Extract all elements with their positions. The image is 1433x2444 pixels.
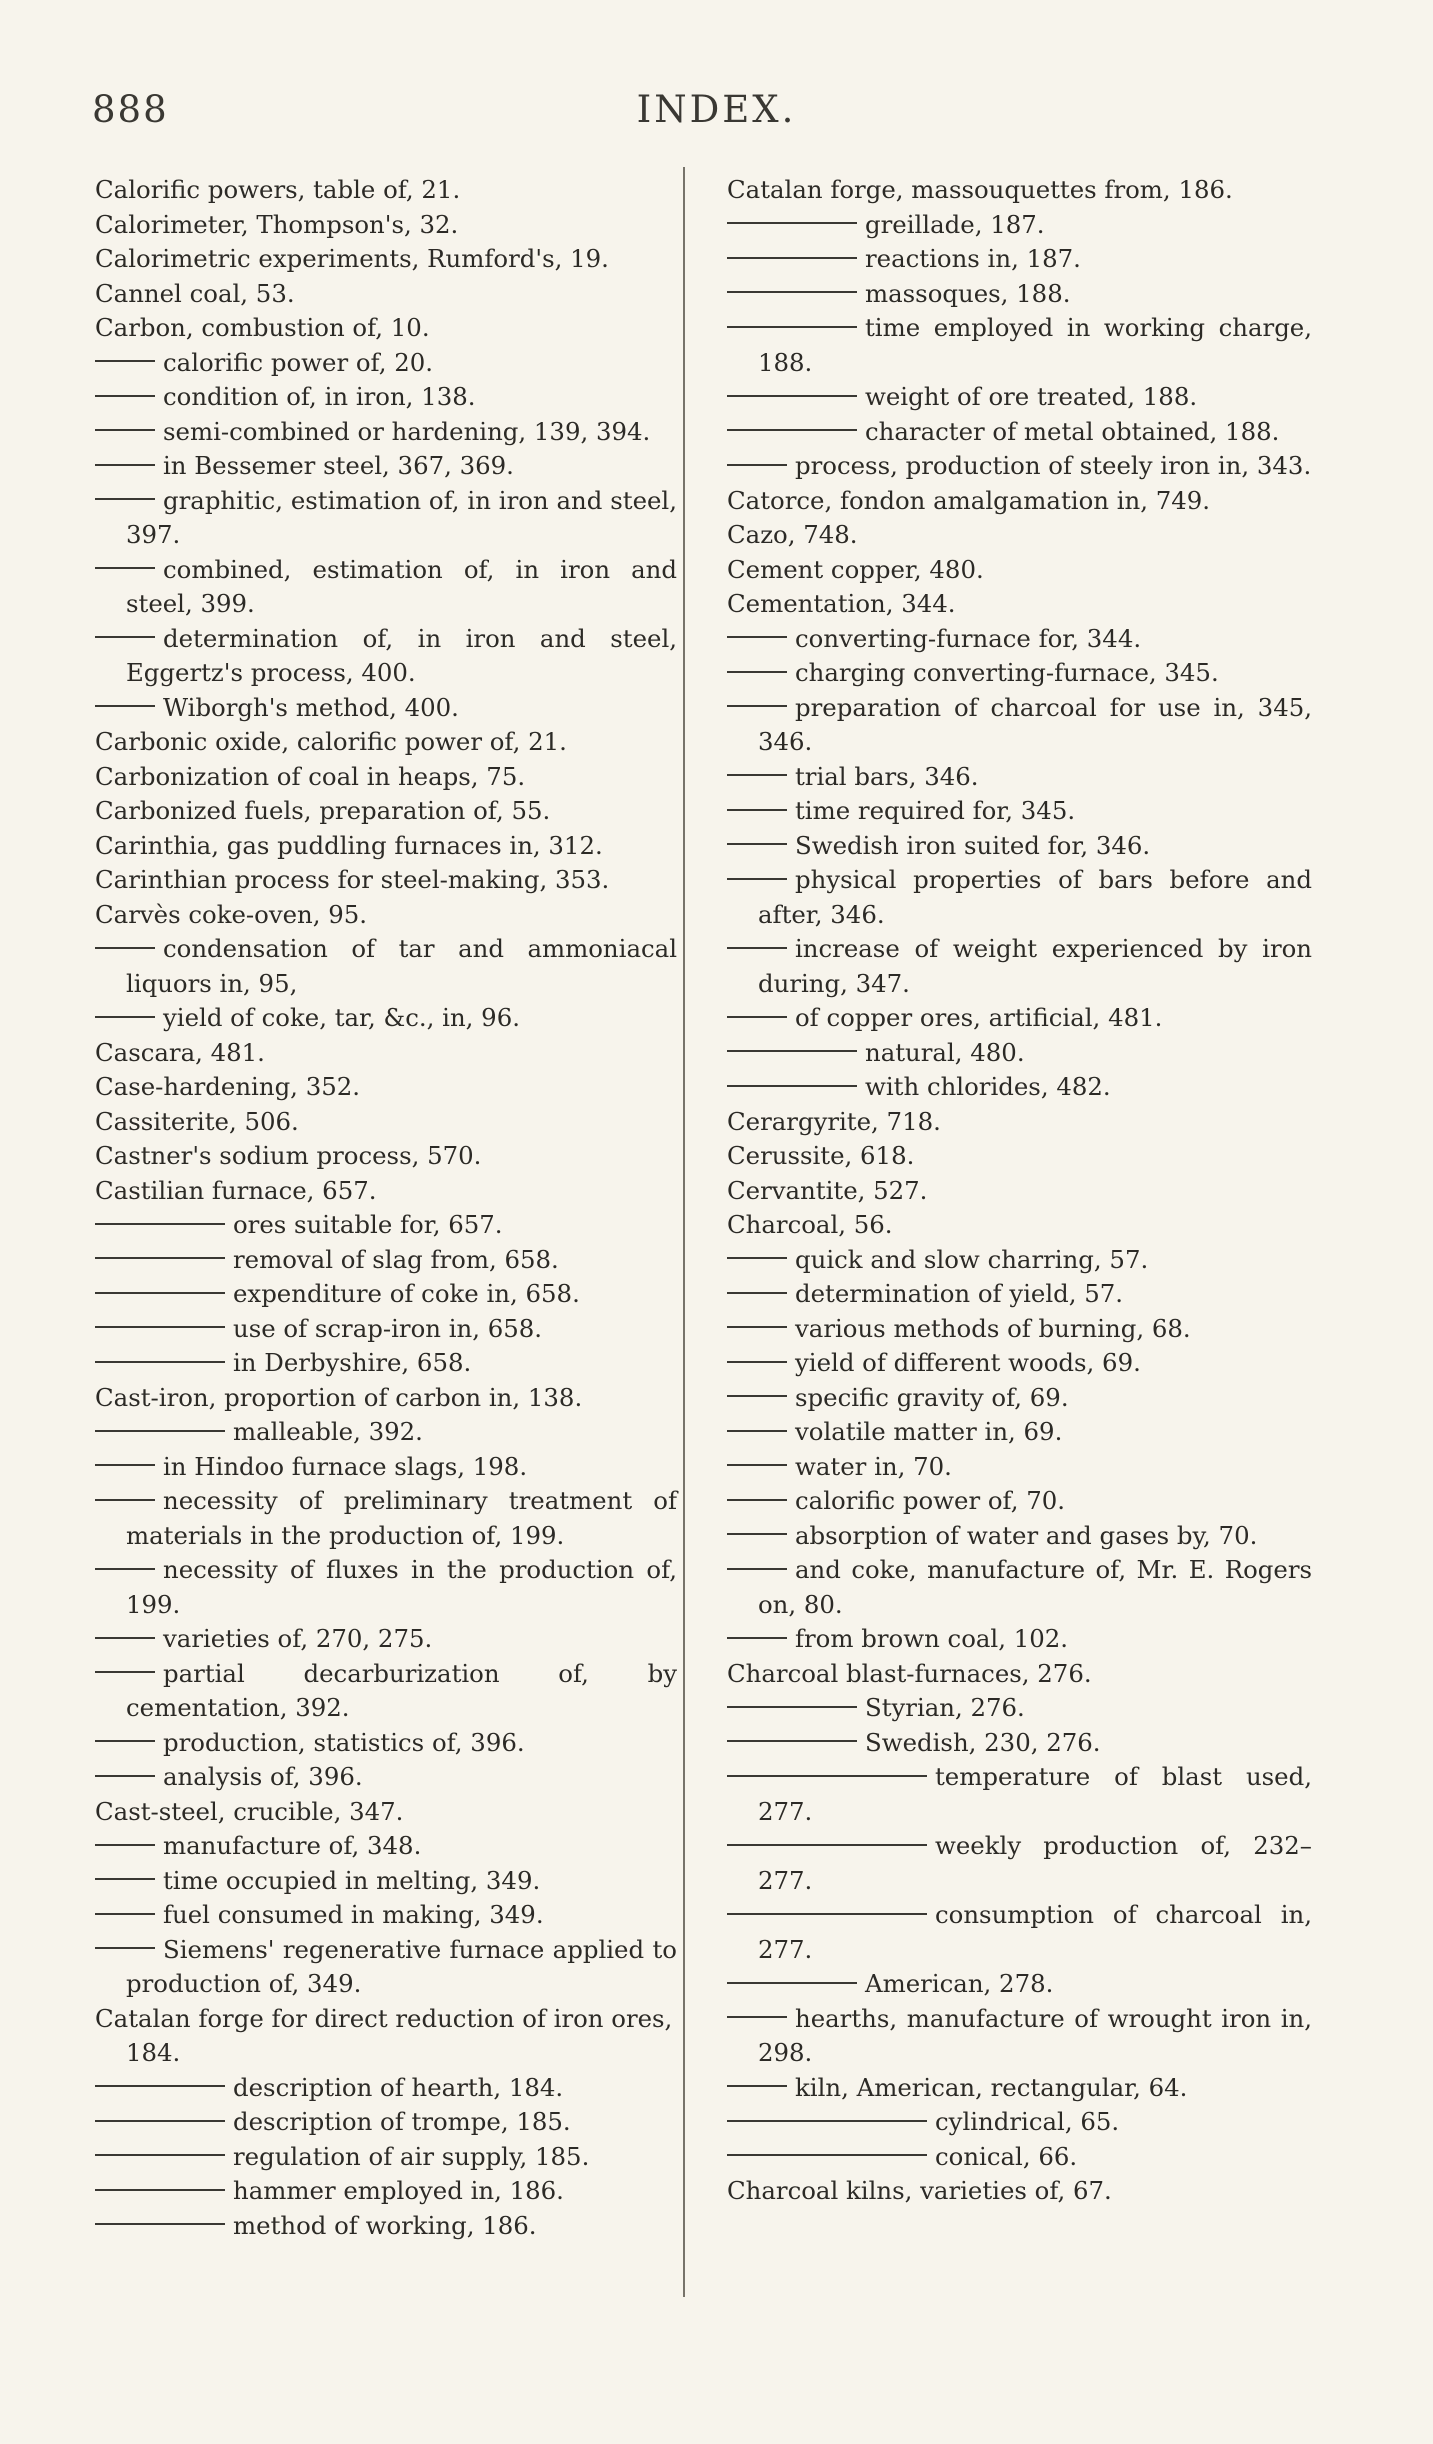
ditto-dash — [95, 2120, 225, 2122]
entry-text: from brown coal, 102. — [795, 1624, 1069, 1653]
entry-text: natural, 480. — [865, 1037, 1025, 1067]
entry-text: massoques, 188. — [865, 278, 1071, 308]
ditto-dash — [727, 464, 787, 466]
entry-text: description of trompe, 185. — [233, 2107, 571, 2136]
entry-text: various methods of burning, 68. — [795, 1313, 1191, 1343]
entry-text: in Derbyshire, 658. — [233, 1348, 472, 1377]
entry-text: use of scrap-iron in, 658. — [233, 1313, 543, 1343]
page-number: 888 — [92, 88, 169, 131]
index-subentry — [727, 1553, 1312, 1622]
ditto-dash — [95, 1568, 155, 1570]
index-subentry — [95, 1760, 677, 1795]
index-subentry — [727, 1381, 1312, 1416]
index-entry — [95, 1795, 677, 1830]
index-subentry — [727, 1967, 1312, 2002]
ditto-dash — [727, 843, 787, 845]
entry-text: Catorce, fondon amalgamation in, 749. — [727, 485, 1211, 515]
entry-text: time required for, 345. — [795, 796, 1076, 825]
index-subentry — [95, 1243, 677, 1278]
index-entry — [95, 173, 677, 208]
ditto-dash — [95, 1740, 155, 1742]
ditto-dash — [727, 1533, 787, 1535]
entry-text: determination of, in iron and steel, Eggertz's process, 400. — [126, 623, 677, 687]
entry-text: necessity of preliminary treatment of materials in the production of, 199. — [126, 1486, 677, 1550]
ditto-dash — [727, 1706, 857, 1708]
entry-text: volatile matter in, 69. — [795, 1417, 1063, 1446]
entry-text: malleable, 392. — [233, 1417, 423, 1446]
entry-text: Case-hardening, 352. — [95, 1072, 360, 1101]
index-subentry — [95, 380, 677, 415]
index-subentry — [727, 1277, 1312, 1312]
index-entry — [727, 173, 1312, 208]
index-entry — [727, 2174, 1312, 2209]
entry-text: fuel consumed in making, 349. — [163, 1900, 544, 1929]
entry-text: yield of different woods, 69. — [795, 1348, 1141, 1377]
entry-text: necessity of fluxes in the production of, 199. — [126, 1555, 677, 1619]
ditto-dash — [95, 705, 155, 707]
ditto-dash — [95, 1913, 155, 1915]
ditto-dash — [727, 2154, 927, 2156]
entry-text: Cannel coal, 53. — [95, 278, 295, 308]
ditto-dash — [727, 1326, 787, 1328]
entry-text: process, production of steely iron in, 343. — [795, 451, 1312, 480]
index-subentry — [727, 1726, 1312, 1761]
ditto-dash — [95, 498, 155, 500]
index-entry — [95, 1139, 677, 1174]
index-entry — [727, 518, 1312, 553]
ditto-dash — [95, 464, 155, 466]
index-subentry — [727, 311, 1312, 380]
entry-text: Cazo, 748. — [727, 520, 858, 549]
ditto-dash — [727, 326, 857, 328]
ditto-dash — [727, 947, 787, 949]
ditto-dash — [95, 2223, 225, 2225]
entry-text: greillade, 187. — [865, 209, 1045, 239]
entry-text: consumption of charcoal in, 277. — [758, 1900, 1312, 1964]
ditto-dash — [727, 809, 787, 811]
index-subentry — [727, 1691, 1312, 1726]
entry-text: temperature of blast used, 277. — [758, 1762, 1312, 1826]
ditto-dash — [727, 257, 857, 259]
ditto-dash — [95, 1016, 155, 1018]
entry-text: Swedish iron suited for, 346. — [795, 830, 1151, 860]
entry-text: Carinthia, gas puddling furnaces in, 312. — [95, 830, 603, 860]
ditto-dash — [727, 1982, 857, 1984]
ditto-dash — [95, 2085, 225, 2087]
index-subentry — [727, 2105, 1312, 2140]
index-subentry — [727, 1312, 1312, 1347]
index-entry — [727, 1105, 1312, 1140]
index-subentry — [727, 691, 1312, 760]
column-divider — [683, 167, 685, 2297]
entry-text: specific gravity of, 69. — [795, 1382, 1069, 1412]
index-subentry — [727, 2071, 1312, 2106]
index-subentry — [95, 1898, 677, 1933]
index-subentry — [95, 1864, 677, 1899]
index-subentry — [95, 1312, 677, 1347]
index-subentry — [95, 2174, 677, 2209]
index-entry — [95, 1070, 677, 1105]
entry-text: semi-combined or hardening, 139, 394. — [163, 416, 651, 446]
index-subentry — [95, 449, 677, 484]
index-subentry — [727, 794, 1312, 829]
index-entry — [727, 587, 1312, 622]
ditto-dash — [95, 1464, 155, 1466]
ditto-dash — [95, 1878, 155, 1880]
index-subentry — [95, 1829, 677, 1864]
entry-text: Cascara, 481. — [95, 1037, 265, 1067]
entry-text: weekly production of, 232–277. — [758, 1831, 1312, 1895]
entry-text: Carbonized fuels, preparation of, 55. — [95, 796, 551, 825]
ditto-dash — [95, 1361, 225, 1363]
entry-text: calorific power of, 20. — [163, 347, 433, 377]
index-subentry — [95, 484, 677, 553]
index-subentry — [95, 932, 677, 1001]
index-entry — [95, 208, 677, 243]
entry-text: analysis of, 396. — [163, 1762, 363, 1791]
entry-text: in Bessemer steel, 367, 369. — [163, 451, 514, 480]
index-subentry — [727, 760, 1312, 795]
index-subentry — [95, 691, 677, 726]
index-subentry — [727, 622, 1312, 657]
index-column-left — [95, 173, 677, 2243]
index-subentry — [727, 1243, 1312, 1278]
entry-text: Cassiterite, 506. — [95, 1106, 299, 1136]
entry-text: regulation of air supply, 185. — [233, 2141, 590, 2171]
entry-text: condensation of tar and ammoniacal liquors in, 95, — [126, 934, 677, 998]
index-subentry — [95, 2209, 677, 2244]
ditto-dash — [727, 2085, 787, 2087]
entry-text: of copper ores, artificial, 481. — [795, 1003, 1163, 1032]
index-column-right — [727, 173, 1312, 2209]
entry-text: determination of yield, 57. — [795, 1279, 1124, 1308]
index-entry — [95, 760, 677, 795]
entry-text: with chlorides, 482. — [865, 1072, 1111, 1101]
ditto-dash — [95, 1257, 225, 1259]
entry-text: Cementation, 344. — [727, 589, 956, 618]
ditto-dash — [727, 1361, 787, 1363]
entry-text: time occupied in melting, 349. — [163, 1865, 541, 1895]
ditto-dash — [727, 671, 787, 673]
entry-text: expenditure of coke in, 658. — [233, 1279, 580, 1308]
ditto-dash — [95, 1775, 155, 1777]
index-subentry — [727, 829, 1312, 864]
ditto-dash — [727, 1395, 787, 1397]
index-subentry — [727, 1036, 1312, 1071]
index-subentry — [95, 2140, 677, 2175]
ditto-dash — [727, 1430, 787, 1432]
entry-text: Catalan forge, massouquettes from, 186. — [727, 175, 1233, 204]
index-subentry — [95, 1001, 677, 1036]
entry-text: Calorimetric experiments, Rumford's, 19. — [95, 244, 609, 273]
ditto-dash — [95, 1671, 155, 1673]
ditto-dash — [727, 774, 787, 776]
index-subentry — [727, 2002, 1312, 2071]
entry-text: cylindrical, 65. — [935, 2107, 1120, 2136]
entry-text: water in, 70. — [795, 1451, 952, 1481]
entry-text: description of hearth, 184. — [233, 2072, 564, 2102]
entry-text: condition of, in iron, 138. — [163, 382, 476, 411]
index-subentry — [727, 1898, 1312, 1967]
entry-text: increase of weight experienced by iron during, 347. — [758, 934, 1312, 998]
index-entry — [95, 1381, 677, 1416]
index-subentry — [727, 1346, 1312, 1381]
index-subentry — [95, 1622, 677, 1657]
ditto-dash — [727, 395, 857, 397]
entry-text: Calorific powers, table of, 21. — [95, 175, 461, 204]
ditto-dash — [727, 1913, 927, 1915]
ditto-dash — [727, 1775, 927, 1777]
ditto-dash — [95, 1947, 155, 1949]
entry-text: character of metal obtained, 188. — [865, 416, 1280, 446]
entry-text: Castilian furnace, 657. — [95, 1175, 377, 1205]
index-entry — [727, 1174, 1312, 1209]
index-entry — [727, 1657, 1312, 1692]
index-subentry — [95, 2105, 677, 2140]
entry-text: time employed in working charge, 188. — [758, 313, 1312, 377]
ditto-dash — [727, 1085, 857, 1087]
ditto-dash — [727, 1016, 787, 1018]
index-subentry — [95, 1726, 677, 1761]
entry-text: graphitic, estimation of, in iron and steel, 397. — [126, 485, 677, 549]
index-entry — [95, 1036, 677, 1071]
entry-text: Carbonization of coal in heaps, 75. — [95, 761, 526, 791]
index-entry — [95, 898, 677, 933]
entry-text: Cast-steel, crucible, 347. — [95, 1796, 404, 1826]
index-entry — [95, 277, 677, 312]
entry-text: hammer employed in, 186. — [233, 2176, 564, 2205]
ditto-dash — [727, 429, 857, 431]
ditto-dash — [727, 878, 787, 880]
ditto-dash — [727, 2120, 927, 2122]
index-entry — [95, 725, 677, 760]
entry-text: Siemens' regenerative furnace applied to production of, 349. — [126, 1934, 677, 1998]
index-entry — [727, 484, 1312, 519]
index-subentry — [95, 622, 677, 691]
entry-text: Charcoal blast-furnaces, 276. — [727, 1658, 1092, 1688]
ditto-dash — [727, 1844, 927, 1846]
ditto-dash — [727, 1464, 787, 1466]
index-subentry — [95, 1208, 677, 1243]
index-entry — [95, 829, 677, 864]
entry-text: reactions in, 187. — [865, 244, 1081, 273]
ditto-dash — [95, 1844, 155, 1846]
index-entry — [95, 794, 677, 829]
index-subentry — [95, 553, 677, 622]
entry-text: Charcoal kilns, varieties of, 67. — [727, 2176, 1112, 2205]
entry-text: American, 278. — [865, 1969, 1054, 1998]
entry-text: physical properties of bars before and after, 346. — [758, 865, 1312, 929]
entry-text: in Hindoo furnace slags, 198. — [163, 1451, 528, 1481]
index-subentry — [727, 863, 1312, 932]
entry-text: conical, 66. — [935, 2141, 1078, 2171]
running-head: INDEX. — [636, 88, 797, 131]
entry-text: hearths, manufacture of wrought iron in, 298. — [758, 2003, 1312, 2067]
index-subentry — [95, 1657, 677, 1726]
index-entry — [95, 1174, 677, 1209]
entry-text: ores suitable for, 657. — [233, 1210, 503, 1239]
ditto-dash — [727, 1257, 787, 1259]
index-subentry — [95, 1277, 677, 1312]
index-subentry — [727, 415, 1312, 450]
entry-text: partial decarburization of, by cementation, 392. — [126, 1658, 677, 1722]
entry-text: removal of slag from, 658. — [233, 1244, 559, 1274]
entry-text: Carinthian process for steel-making, 353. — [95, 865, 610, 894]
ditto-dash — [727, 291, 857, 293]
index-subentry — [727, 277, 1312, 312]
index-subentry — [95, 1933, 677, 2002]
entry-text: and coke, manufacture of, Mr. E. Rogers on, 80. — [758, 1555, 1312, 1619]
ditto-dash — [95, 1292, 225, 1294]
index-subentry — [727, 380, 1312, 415]
index-subentry — [95, 1553, 677, 1622]
index-subentry — [95, 1450, 677, 1485]
ditto-dash — [727, 705, 787, 707]
ditto-dash — [727, 222, 857, 224]
index-subentry — [727, 1760, 1312, 1829]
entry-text: combined, estimation of, in iron and steel, 399. — [126, 554, 677, 618]
index-subentry — [95, 1346, 677, 1381]
index-subentry — [95, 346, 677, 381]
entry-text: method of working, 186. — [233, 2210, 537, 2240]
index-entry — [95, 311, 677, 346]
entry-text: Calorimeter, Thompson's, 32. — [95, 209, 459, 239]
index-subentry — [727, 2140, 1312, 2175]
index-subentry — [727, 1450, 1312, 1485]
index-subentry — [95, 1415, 677, 1450]
index-subentry — [727, 1415, 1312, 1450]
entry-text: trial bars, 346. — [795, 761, 979, 791]
entry-text: preparation of charcoal for use in, 345, 346. — [758, 692, 1312, 756]
ditto-dash — [727, 1568, 787, 1570]
entry-text: manufacture of, 348. — [163, 1831, 422, 1860]
entry-text: Carbonic oxide, calorific power of, 21. — [95, 727, 567, 756]
index-entry — [727, 1208, 1312, 1243]
ditto-dash — [727, 1740, 857, 1742]
ditto-dash — [727, 1637, 787, 1639]
entry-text: Cerussite, 618. — [727, 1141, 915, 1170]
ditto-dash — [95, 1499, 155, 1501]
entry-text: Catalan forge for direct reduction of iron ores, 184. — [95, 2003, 673, 2067]
ditto-dash — [727, 1499, 787, 1501]
index-entry — [727, 553, 1312, 588]
index-subentry — [727, 242, 1312, 277]
index-subentry — [727, 932, 1312, 1001]
ditto-dash — [95, 429, 155, 431]
index-entry — [95, 863, 677, 898]
ditto-dash — [95, 947, 155, 949]
index-entry — [95, 1105, 677, 1140]
entry-text: Cerargyrite, 718. — [727, 1106, 941, 1136]
entry-text: Carvès coke-oven, 95. — [95, 899, 368, 929]
index-subentry — [95, 1484, 677, 1553]
ditto-dash — [95, 567, 155, 569]
ditto-dash — [95, 2154, 225, 2156]
index-subentry — [727, 1519, 1312, 1554]
entry-text: Castner's sodium process, 570. — [95, 1141, 482, 1170]
index-subentry — [727, 1622, 1312, 1657]
entry-text: calorific power of, 70. — [795, 1486, 1065, 1515]
entry-text: Carbon, combustion of, 10. — [95, 313, 430, 342]
index-subentry — [727, 1070, 1312, 1105]
ditto-dash — [95, 636, 155, 638]
entry-text: quick and slow charring, 57. — [795, 1244, 1149, 1274]
index-subentry — [727, 1001, 1312, 1036]
index-subentry — [727, 208, 1312, 243]
entry-text: Cervantite, 527. — [727, 1175, 928, 1205]
entry-text: Cast-iron, proportion of carbon in, 138. — [95, 1382, 583, 1412]
ditto-dash — [95, 395, 155, 397]
index-subentry — [727, 1484, 1312, 1519]
ditto-dash — [727, 636, 787, 638]
ditto-dash — [727, 1292, 787, 1294]
ditto-dash — [95, 1223, 225, 1225]
entry-text: weight of ore treated, 188. — [865, 382, 1198, 411]
entry-text: Cement copper, 480. — [727, 554, 984, 584]
index-subentry — [95, 2071, 677, 2106]
ditto-dash — [95, 1637, 155, 1639]
entry-text: kiln, American, rectangular, 64. — [795, 2072, 1188, 2102]
entry-text: charging converting-furnace, 345. — [795, 658, 1219, 687]
index-subentry — [727, 449, 1312, 484]
entry-text: converting-furnace for, 344. — [795, 623, 1142, 653]
index-subentry — [727, 1829, 1312, 1898]
entry-text: Swedish, 230, 276. — [865, 1727, 1101, 1757]
ditto-dash — [95, 1326, 225, 1328]
index-entry — [95, 2002, 677, 2071]
index-subentry — [727, 656, 1312, 691]
entry-text: varieties of, 270, 275. — [163, 1624, 433, 1653]
ditto-dash — [727, 2016, 787, 2018]
entry-text: yield of coke, tar, &c., in, 96. — [163, 1003, 520, 1032]
index-subentry — [95, 415, 677, 450]
entry-text: Styrian, 276. — [865, 1693, 1025, 1722]
index-entry — [727, 1139, 1312, 1174]
ditto-dash — [95, 1430, 225, 1432]
entry-text: Wiborgh's method, 400. — [163, 692, 459, 722]
entry-text: Charcoal, 56. — [727, 1210, 893, 1239]
ditto-dash — [95, 2189, 225, 2191]
entry-text: absorption of water and gases by, 70. — [795, 1520, 1258, 1550]
ditto-dash — [95, 360, 155, 362]
index-entry — [95, 242, 677, 277]
ditto-dash — [727, 1050, 857, 1052]
entry-text: production, statistics of, 396. — [163, 1727, 525, 1757]
